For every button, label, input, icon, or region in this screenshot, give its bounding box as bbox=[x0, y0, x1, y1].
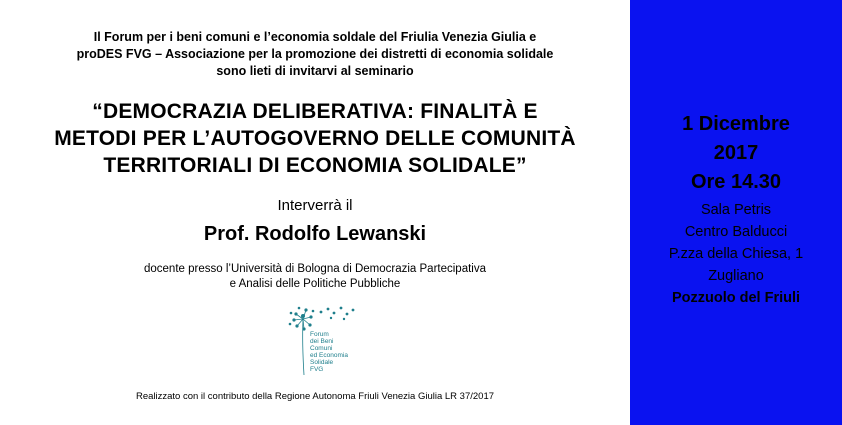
event-datetime bbox=[630, 110, 842, 197]
logo-line: FVG bbox=[310, 366, 324, 373]
event-venue bbox=[630, 199, 842, 309]
logo-line: Forum bbox=[310, 331, 329, 338]
venue-line: Centro Balducci bbox=[684, 224, 788, 240]
intro-text bbox=[0, 29, 630, 80]
venue-town: Pozzuolo del Friuli bbox=[671, 290, 801, 306]
logo-line: Comuni bbox=[310, 345, 333, 352]
title-line: “DEMOCRAZIA DELIBERATIVA: FINALITÀ E bbox=[92, 100, 538, 123]
role-line: e Analisi delle Politiche Pubbliche bbox=[229, 278, 401, 290]
event-details-panel bbox=[630, 0, 842, 425]
forum-logo bbox=[287, 303, 377, 383]
logo-text bbox=[310, 331, 348, 373]
title-line: METODI PER L’AUTOGOVERNO DELLE COMUNITÀ bbox=[54, 127, 576, 150]
intro-line: Il Forum per i beni comuni e l’economia soldale del Friulia Venezia Giulia e bbox=[93, 30, 537, 44]
event-time: Ore 14.30 bbox=[690, 171, 782, 193]
logo-line: Solidale bbox=[310, 359, 334, 366]
venue-line: Zugliano bbox=[708, 268, 764, 284]
logo-line: ed Economia bbox=[310, 352, 348, 359]
logo-line: dei Beni bbox=[310, 338, 334, 345]
role-line: docente presso l’Università di Bologna di Democrazia Partecipativa bbox=[144, 263, 486, 275]
event-date: 1 Dicembre bbox=[682, 113, 790, 135]
title-line: TERRITORIALI DI ECONOMIA SOLIDALE” bbox=[103, 154, 527, 177]
speaker-intro: Interverrà il bbox=[277, 197, 353, 214]
intro-line: sono lieti di invitarvi al seminario bbox=[216, 64, 414, 78]
venue-line: P.zza della Chiesa, 1 bbox=[668, 246, 804, 262]
venue-line: Sala Petris bbox=[700, 202, 772, 218]
speaker-role bbox=[0, 262, 630, 292]
funding-credit: Realizzato con il contributo della Regione Autonoma Friuli Venezia Giulia LR 37/2017 bbox=[135, 391, 495, 402]
intro-line: proDES FVG – Associazione per la promozione dei distretti di economia solidale bbox=[76, 47, 554, 61]
seminar-title bbox=[0, 98, 630, 179]
event-year: 2017 bbox=[713, 142, 759, 164]
speaker-name: Prof. Rodolfo Lewanski bbox=[203, 223, 427, 245]
